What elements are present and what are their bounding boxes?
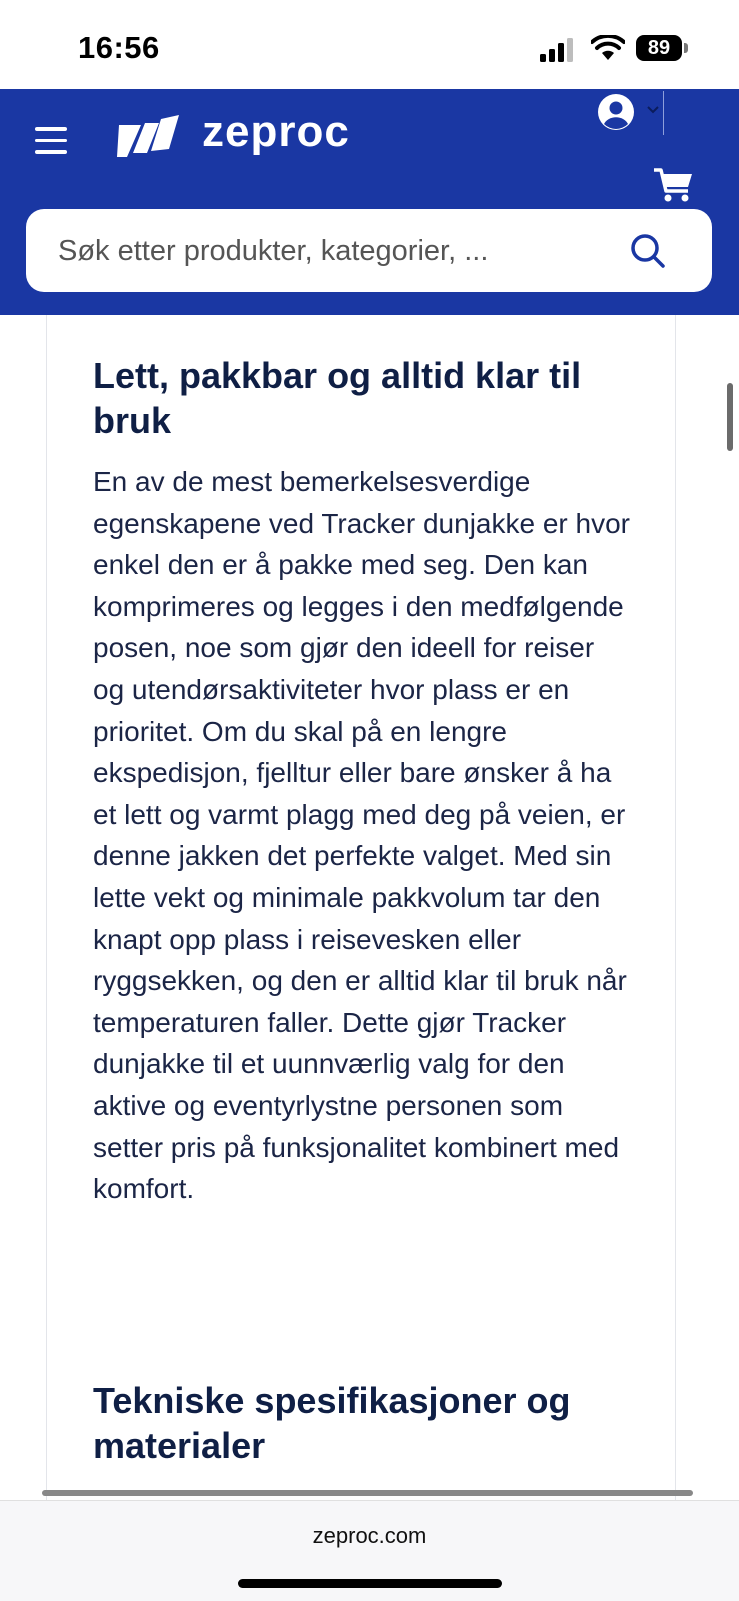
wifi-icon [591,35,625,62]
battery-icon: 89 [636,35,682,61]
home-indicator[interactable] [238,1579,502,1588]
signal-icon [540,38,576,62]
search-input[interactable] [56,209,620,294]
section-body: En av de mest bemerkelsesverdige egenskapene ved Tracker dunjakke er hvor enkel den er å pakke med seg. Den kan komprimeres og legges i den medfølgende posen, noe som gjør den ideell for reiser og utendørsaktiviteter hvor plass er en prioritet. Om du skal på en lengre ekspedisjon, fjelltur eller bare ønsker å ha et lett og varmt plagg med deg på veien, er denne jakken det perfekte valget. Med sin lette vekt og minimale pakkvolum tar den knapt opp plass i reisevesken eller ryggsekken, og den er alltid klar til bruk når temperaturen faller. Dette gjør Tracker dunjakke til et uunnværlig valg for den aktive og eventyrlystne personen som setter pris på funksjonalitet kombinert med komfort. [93,466,630,1205]
site-header [0,89,739,315]
zeproc-logo-icon[interactable] [115,113,185,163]
section-heading: Tekniske spesifikasjoner og materialer [93,1380,571,1466]
search-icon[interactable] [630,233,666,269]
user-icon[interactable] [597,93,635,131]
horizontal-scrollbar[interactable] [42,1490,693,1496]
status-time: 16:56 [78,30,160,65]
browser-address-bar[interactable] [0,1500,739,1601]
cart-icon[interactable] [654,167,694,203]
search-box[interactable] [26,209,712,292]
chevron-down-icon[interactable] [646,105,660,115]
article-card [46,315,676,1500]
hamburger-icon[interactable] [35,127,67,153]
section-packable [93,353,633,1210]
battery-nub [684,43,688,53]
section-heading: Lett, pakkbar og alltid klar til bruk [93,355,582,441]
section-specs [93,1378,633,1468]
header-divider [663,91,664,135]
vertical-scrollbar[interactable] [727,383,733,451]
url-text[interactable]: zeproc.com [312,1523,427,1548]
brand-name[interactable]: zeproc [202,107,350,156]
status-bar [0,0,739,89]
